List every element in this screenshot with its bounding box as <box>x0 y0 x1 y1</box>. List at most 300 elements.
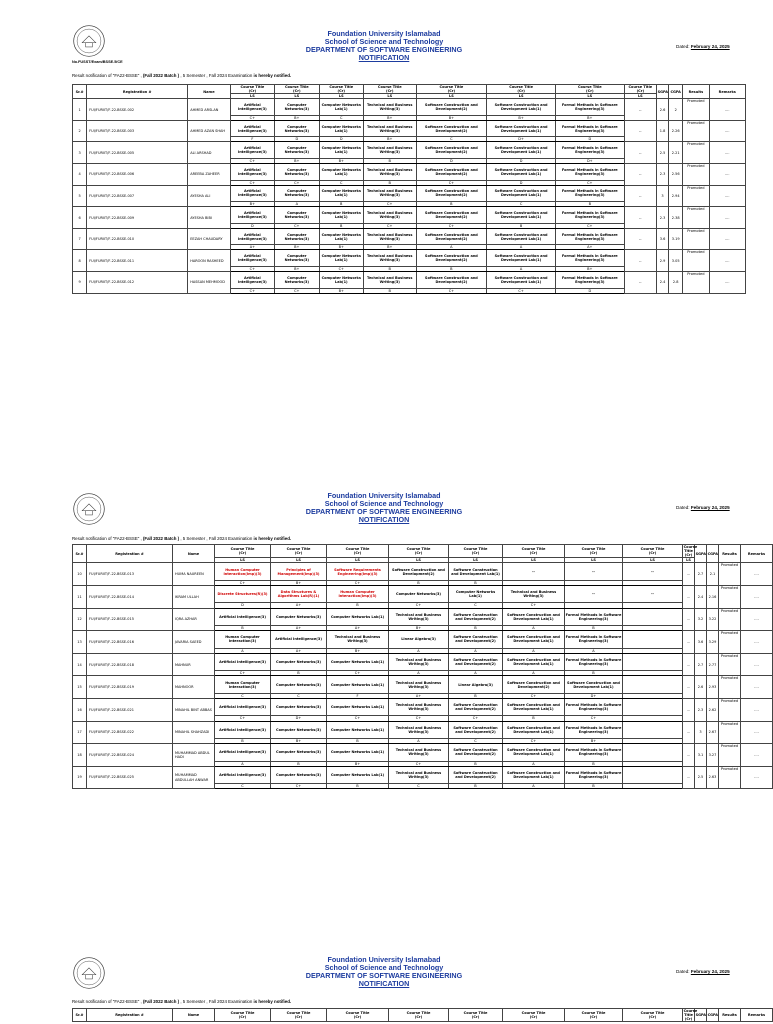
grade-cell: C <box>271 693 327 698</box>
remarks-value: .... <box>709 99 745 121</box>
sgpa-value: 2.6 <box>695 676 707 699</box>
course-cell: Technical and Business Writing(3) <box>389 744 449 762</box>
grade-cell: C+ <box>449 716 503 721</box>
grade-cell: B <box>327 603 389 608</box>
grade-cell: C+ <box>565 716 623 721</box>
grade-cell: B <box>449 784 503 789</box>
result-notice: Result notification of "FA22-BSSE" , (Fall 2022 Batch ) , 5 Semester , Fall 2024 Examination is hereby notified. <box>72 999 292 1004</box>
registration-number: FUI/FURIIT/F-22-BSSE-018 <box>87 653 173 676</box>
grade-cell: F <box>230 137 274 142</box>
grade-cell: B <box>363 288 416 293</box>
ls-cell: -- <box>683 766 695 789</box>
student-name: AYESHA ALI <box>188 185 230 207</box>
remarks-value: .... <box>741 698 773 721</box>
course-cell: Technical and Business Writing(3) <box>389 653 449 671</box>
student-name: AYESHA BIBI <box>188 207 230 229</box>
table-row <box>73 164 746 181</box>
course-cell: Computer Networks Lab(1) <box>449 585 503 603</box>
course-cell: Technical and Business Writing(3) <box>389 698 449 716</box>
course-cell: Software Construction and Development(2) <box>416 120 487 137</box>
grade-cell: C+ <box>230 158 274 163</box>
course-cell: Software Construction and Development(2) <box>449 766 503 784</box>
course-cell: Formal Methods in Software Engineering(3) <box>555 272 624 289</box>
remarks-value: .... <box>709 185 745 207</box>
dated-line: Dated: February 24, 2025 <box>676 969 730 974</box>
grade-cell: B <box>565 626 623 631</box>
grade-cell: C+ <box>363 202 416 207</box>
col-ls: LS <box>487 94 556 99</box>
sgpa-value: 2.7 <box>695 653 707 676</box>
course-cell: Software Construction and Development Lab(1) <box>503 721 565 739</box>
dated-value: February 24, 2025 <box>690 44 730 49</box>
table-row <box>73 676 773 694</box>
grade-cell: B+ <box>565 739 623 744</box>
sgpa-value: 3.6 <box>656 228 668 250</box>
course-cell: Formal Methods in Software Engineering(3) <box>555 207 624 224</box>
course-cell: Discrete Structures(R)(3) <box>215 585 271 603</box>
col-ls: LS <box>624 94 656 99</box>
registration-number: FUI/FURIIT/F-22-BSSE-005 <box>87 142 188 164</box>
course-cell: Technical and Business Writing(3) <box>363 185 416 202</box>
notification-page-2 <box>0 488 768 789</box>
col-ls: LS <box>503 558 565 563</box>
course-cell: Software Construction and Development(2) <box>449 721 503 739</box>
course-cell: Computer Networks(3) <box>271 698 327 716</box>
registration-number: FUI/FURIIT/F-22-BSSE-011 <box>87 250 188 272</box>
col-course-title: Course Title (Cr) <box>487 85 556 94</box>
grade-cell: A <box>503 784 565 789</box>
ls-cell: -- <box>624 185 656 207</box>
serial-number: 16 <box>73 698 87 721</box>
page-header: Foundation University Islamabad School of Science and Technology DEPARTMENT OF SOFTWARE ENGINEERING NOTIFICATION <box>305 955 463 988</box>
remarks-value: .... <box>741 721 773 744</box>
grade-cell: C <box>215 693 271 698</box>
course-cell: Computer Networks(3) <box>275 164 319 181</box>
grade-cell: C+ <box>389 716 449 721</box>
col-course-title: Course Title (Cr) <box>215 1009 271 1022</box>
course-cell: Computer Networks Lab(1) <box>319 185 363 202</box>
remarks-value: .... <box>709 142 745 164</box>
table-row <box>73 744 773 762</box>
grade-cell: C+ <box>230 180 274 185</box>
student-name: AREEBA ZAHEER <box>188 164 230 186</box>
table-row <box>73 142 746 159</box>
course-cell: Formal Methods in Software Engineering(3) <box>565 744 623 762</box>
ls-cell: -- <box>624 99 656 121</box>
grade-cell: B <box>449 761 503 766</box>
course-cell: Formal Methods in Software Engineering(3) <box>555 185 624 202</box>
grade-cell: B+ <box>487 115 556 120</box>
course-cell: Computer Networks Lab(1) <box>327 608 389 626</box>
grade-cell: C+ <box>215 580 271 585</box>
col-course-title: Course Title (Cr) <box>389 1009 449 1022</box>
notification-title: NOTIFICATION <box>358 53 410 62</box>
grade-cell: A <box>503 761 565 766</box>
grade-cell: B <box>363 266 416 271</box>
course-cell: Formal Methods in Software Engineering(3) <box>555 228 624 245</box>
course-cell: Linear Algebra(3) <box>389 631 449 649</box>
serial-number: 17 <box>73 721 87 744</box>
grade-cell: A <box>565 648 623 653</box>
col-course-title: Course Title (Cr) <box>271 1009 327 1022</box>
student-name: HASSAN MEHMOOD <box>188 272 230 294</box>
course-cell: Computer Networks(3) <box>271 653 327 671</box>
grade-cell: C+ <box>275 288 319 293</box>
course-cell: Software Construction and Development Lab(1) <box>503 744 565 762</box>
course-cell: Computer Networks(3) <box>275 185 319 202</box>
result-status: Promoted <box>683 228 709 250</box>
course-cell: Technical and Business Writing(3) <box>363 142 416 159</box>
cgpa-value: 2.38 <box>669 207 683 229</box>
sgpa-value: 2.6 <box>656 99 668 121</box>
table-row <box>73 250 746 267</box>
cgpa-value: 2.16 <box>707 585 719 608</box>
grade-cell: C <box>319 180 363 185</box>
course-cell: Artificial Intelligence(3) <box>230 185 274 202</box>
course-cell: Technical and Business Writing(3) <box>363 228 416 245</box>
serial-number: 13 <box>73 631 87 654</box>
course-cell: Software Construction and Development(2) <box>449 698 503 716</box>
course-cell: Software Construction and Development(2) <box>416 99 487 116</box>
grade-cell: B+ <box>275 158 319 163</box>
ls-cell: -- <box>683 563 695 586</box>
ls-cell: -- <box>683 721 695 744</box>
sgpa-value: 3 <box>656 185 668 207</box>
col-course-title: Course Title (Cr) <box>230 85 274 94</box>
ls-cell: -- <box>624 228 656 250</box>
course-cell: Software Construction and Development(2) <box>503 676 565 694</box>
course-cell: Formal Methods in Software Engineering(3) <box>555 142 624 159</box>
grade-cell: C <box>389 784 449 789</box>
col-course-title: Course Title (Cr) <box>416 85 487 94</box>
serial-number: 11 <box>73 585 87 608</box>
grade-cell: A <box>503 626 565 631</box>
ls-cell: -- <box>683 744 695 767</box>
result-status: Promoted <box>719 744 741 767</box>
sgpa-value: 3.1 <box>695 744 707 767</box>
result-status: Promoted <box>719 563 741 586</box>
course-cell: Computer Networks Lab(1) <box>319 207 363 224</box>
registration-number: FUI/FURIIT/F-22-BSSE-015 <box>87 608 173 631</box>
cgpa-value: 3.05 <box>669 250 683 272</box>
remarks-value: .... <box>741 766 773 789</box>
grade-cell: B+ <box>363 115 416 120</box>
cgpa-value: 2.56 <box>669 164 683 186</box>
grade-cell: B <box>416 266 487 271</box>
cgpa-value: 3.29 <box>707 631 719 654</box>
grade-cell: B+ <box>271 739 327 744</box>
course-cell: Human Computer Interaction(3) <box>215 676 271 694</box>
col-course-title: Course Title (Cr) <box>215 545 271 558</box>
ls-cell: -- <box>624 142 656 164</box>
grade-cell: B+ <box>555 115 624 120</box>
course-cell: Principles of Management(Imp)(3) <box>271 563 327 581</box>
grade-cell: C+ <box>271 784 327 789</box>
course-cell: Software Construction and Development Lab(1) <box>503 653 565 671</box>
registration-number: FUI/FURIIT/F-22-BSSE-025 <box>87 766 173 789</box>
serial-number: 10 <box>73 563 87 586</box>
result-status: Promoted <box>719 631 741 654</box>
grade-cell: B <box>449 626 503 631</box>
cgpa-value: 3.22 <box>707 608 719 631</box>
student-name: MAHNUR <box>173 653 215 676</box>
course-cell: Technical and Business Writing(3) <box>389 676 449 694</box>
remarks-value: .... <box>709 120 745 142</box>
course-cell: Computer Networks(3) <box>275 99 319 116</box>
course-cell: Software Construction and Development(2) <box>449 744 503 762</box>
table-row <box>73 585 773 603</box>
student-name: IKRAM ULLAH <box>173 585 215 608</box>
course-cell: Artificial Intelligence(3) <box>215 608 271 626</box>
col-course-title: Course Title (Cr) <box>449 1009 503 1022</box>
sgpa-value: 2.4 <box>695 585 707 608</box>
ls-cell: -- <box>624 272 656 294</box>
course-cell: Software Construction and Development(2) <box>416 185 487 202</box>
grade-cell: A <box>275 202 319 207</box>
grade-cell: A <box>215 761 271 766</box>
grade-cell: A <box>487 266 556 271</box>
sgpa-value: 1.8 <box>656 120 668 142</box>
course-cell: Computer Networks(3) <box>389 585 449 603</box>
grade-cell: B+ <box>555 266 624 271</box>
grade-cell: D+ <box>555 158 624 163</box>
course-cell: Formal Methods in Software Engineering(3) <box>555 164 624 181</box>
course-cell: Software Construction and Development Lab(1) <box>503 608 565 626</box>
grade-cell: B <box>565 761 623 766</box>
remarks-value: .... <box>741 608 773 631</box>
course-cell: Software Construction and Development Lab(1) <box>487 164 556 181</box>
grade-cell: B+ <box>363 245 416 250</box>
grade-cell: C+ <box>215 716 271 721</box>
col-course-title: Course Title (Cr) <box>503 545 565 558</box>
cgpa-value: 3.27 <box>707 744 719 767</box>
course-cell: -- <box>623 585 683 603</box>
course-cell: Human Computer Interaction(3) <box>215 631 271 649</box>
serial-number: 12 <box>73 608 87 631</box>
course-cell: -- <box>565 563 623 581</box>
student-name: HAROON RASHEED <box>188 250 230 272</box>
grade-cell: A+ <box>327 626 389 631</box>
result-notice: Result notification of "FA22-BSSE" , (Fall 2022 Batch ) , 5 Semester , Fall 2024 Examination is hereby notified. <box>72 536 292 541</box>
course-cell: Software Construction and Development Lab(1) <box>487 207 556 224</box>
course-cell: Computer Networks Lab(1) <box>327 698 389 716</box>
course-cell: Technical and Business Writing(3) <box>327 631 389 649</box>
col-course-title: Course Title (Cr) <box>623 545 683 558</box>
grade-cell: C <box>215 784 271 789</box>
course-cell: Formal Methods in Software Engineering(3) <box>565 698 623 716</box>
grade-cell: B+ <box>275 245 319 250</box>
sgpa-value: 2.9 <box>656 250 668 272</box>
col-course-title: Course Title (Cr) <box>327 545 389 558</box>
table-row <box>73 207 746 224</box>
grade-cell: C+ <box>275 180 319 185</box>
course-cell: Technical and Business Writing(3) <box>503 585 565 603</box>
course-cell: Computer Networks Lab(1) <box>327 653 389 671</box>
remarks-value: .... <box>709 250 745 272</box>
course-cell: Software Construction and Development Lab(1) <box>487 272 556 289</box>
ls-cell: -- <box>624 164 656 186</box>
table-row <box>73 608 773 626</box>
course-cell: Formal Methods in Software Engineering(3) <box>565 766 623 784</box>
grade-cell <box>623 784 683 789</box>
course-cell: Technical and Business Writing(3) <box>363 250 416 267</box>
grade-cell: C+ <box>416 223 487 228</box>
result-status: Promoted <box>719 698 741 721</box>
cgpa-value: 2.67 <box>707 721 719 744</box>
grade-cell: A <box>389 648 449 653</box>
course-cell: Software Construction and Development(2) <box>416 164 487 181</box>
col-ls: LS <box>327 558 389 563</box>
course-cell: Artificial Intelligence(3) <box>230 142 274 159</box>
course-cell: Formal Methods in Software Engineering(3) <box>555 120 624 137</box>
registration-number: FUI/FURIIT/F-22-BSSE-006 <box>87 164 188 186</box>
sgpa-value: 2.7 <box>695 563 707 586</box>
table-row <box>73 631 773 649</box>
col-sgpa: SGPA <box>656 85 668 99</box>
course-cell: Computer Networks Lab(1) <box>319 142 363 159</box>
col-course-title: Course Title (Cr) <box>327 1009 389 1022</box>
sgpa-value: 2.5 <box>695 766 707 789</box>
cgpa-value: 2.77 <box>707 653 719 676</box>
grade-cell: D <box>487 158 556 163</box>
remarks-value: .... <box>741 631 773 654</box>
col-ls: LS <box>416 94 487 99</box>
page-header <box>0 30 768 62</box>
ls-cell: -- <box>683 676 695 699</box>
sgpa-value: 2.4 <box>656 272 668 294</box>
registration-number: FUI/FURIIT/F-22-BSSE-019 <box>87 676 173 699</box>
col-course-title: Course Title (Cr) <box>389 545 449 558</box>
course-cell <box>623 721 683 739</box>
grade-cell: B <box>565 784 623 789</box>
result-status: Promoted <box>719 721 741 744</box>
course-cell: Software Construction and Development Lab(1) <box>487 185 556 202</box>
course-cell: Software Construction and Development(2) <box>416 272 487 289</box>
col-course-title: Course Title (Cr) <box>449 545 503 558</box>
reference-number: No.FUSST/Exam/BSSE.5/CE <box>72 60 123 64</box>
cgpa-value: 2.94 <box>669 185 683 207</box>
course-cell: Computer Networks(3) <box>271 744 327 762</box>
grade-cell: B+ <box>319 158 363 163</box>
serial-number: 6 <box>73 207 87 229</box>
course-cell: Human Computer Interaction(Imp)(3) <box>327 585 389 603</box>
grade-cell: C+ <box>215 671 271 676</box>
course-cell: Computer Networks Lab(1) <box>319 99 363 116</box>
course-cell: Software Construction and Development Lab(1) <box>503 766 565 784</box>
course-cell: Formal Methods in Software Engineering(3) <box>555 250 624 267</box>
table-row <box>73 99 746 116</box>
grade-cell: B+ <box>271 580 327 585</box>
col-name: Name <box>188 85 230 99</box>
course-cell: Technical and Business Writing(3) <box>363 120 416 137</box>
course-cell: Formal Methods in Software Engineering(3) <box>565 631 623 649</box>
cgpa-value: 3.19 <box>669 228 683 250</box>
result-status: Promoted <box>719 676 741 699</box>
grade-cell: A <box>416 245 487 250</box>
remarks-value: .... <box>741 585 773 608</box>
col-ls: LS <box>275 94 319 99</box>
course-cell: Artificial Intelligence(3) <box>230 228 274 245</box>
grade-cell: A+ <box>271 603 327 608</box>
course-cell: Artificial Intelligence(3) <box>215 653 271 671</box>
col-ls: LS <box>271 558 327 563</box>
serial-number: 15 <box>73 676 87 699</box>
notification-page-3 <box>0 950 768 1024</box>
course-cell: Technical and Business Writing(3) <box>389 608 449 626</box>
sgpa-value: 3 <box>695 721 707 744</box>
grade-cell: A <box>449 648 503 653</box>
col-ls: LS <box>555 94 624 99</box>
sgpa-value: 2.3 <box>656 164 668 186</box>
grade-cell: B+ <box>275 115 319 120</box>
serial-number: 18 <box>73 744 87 767</box>
course-cell: Computer Networks Lab(1) <box>327 766 389 784</box>
course-cell: Software Construction and Development Lab(1) <box>565 676 623 694</box>
grade-cell: A <box>215 648 271 653</box>
result-status: Promoted <box>719 653 741 676</box>
table-row <box>73 120 746 137</box>
registration-number: FUI/FURIIT/F-22-BSSE-014 <box>87 585 173 608</box>
course-cell: Computer Networks Lab(1) <box>327 744 389 762</box>
grade-cell: A+ <box>230 245 274 250</box>
student-name: JAVARIA SAEED <box>173 631 215 654</box>
course-cell: Computer Networks(3) <box>271 721 327 739</box>
col-course-title: Course Title (Cr) <box>565 1009 623 1022</box>
serial-number: 5 <box>73 185 87 207</box>
col-reg: Registration # <box>87 85 188 99</box>
serial-number: 1 <box>73 99 87 121</box>
result-notice: Result notification of "FA22-BSSE" , (Fall 2022 Batch ) , 5 Semester , Fall 2024 Examination is hereby notified. <box>72 73 292 78</box>
grade-cell: B <box>271 671 327 676</box>
grade-cell: B <box>215 739 271 744</box>
col-course-title: Course Title (Cr) <box>624 85 656 94</box>
remarks-value: .... <box>709 272 745 294</box>
grade-cell: D <box>215 603 271 608</box>
course-cell: Software Construction and Development(2) <box>449 653 503 671</box>
serial-number: 4 <box>73 164 87 186</box>
course-cell: Computer Networks(3) <box>275 250 319 267</box>
results-table-1 <box>72 84 746 294</box>
course-cell: Software Requirements Engineering(Imp)(3) <box>327 563 389 581</box>
course-cell: Software Construction and Development(2) <box>416 142 487 159</box>
grade-cell: B+ <box>363 137 416 142</box>
course-cell: Artificial Intelligence(3) <box>230 207 274 224</box>
grade-cell: B <box>319 223 363 228</box>
result-status: Promoted <box>683 272 709 294</box>
col-course-title: Course Title (Cr) <box>683 545 698 558</box>
col-sr: Sr.# <box>73 85 87 99</box>
grade-cell: D <box>230 223 274 228</box>
student-name: EEZAH CHAUDARY <box>188 228 230 250</box>
results-table-2: Sr.# Registration # Name Course Title (Cr) Course Title (Cr) Course Title (Cr) Course Title (Cr) Course Title (Cr) Course Title (Cr) Course Title (Cr) Course Title (Cr) Course Title (Cr) SGPA CGPA Results Remarks LS LS LS LS LS LS LS LS LS 10 FUI/FURIIT/F-22-BSSE-013 HUMA NAUREEN Human Computer Interaction(Imp)(3) Principles of Management(Imp)(3) Software Requirements Engineering(Imp)(3) Software Construction and Development(2) Software Construction and Development Lab(1) -- -- -- -- 2.7 2.1 Promoted .... C+ B+ C+ B B 11 FUI/FURIIT/F-22-BSSE-014 IKRAM ULLAH Discrete Structures(R)(3) Data Structures & Algorithms Lab(R)(1) Human Computer Interaction(Imp)(3) Computer Networks(3) Computer Networks Lab(1) Technical and Business Writing(3) -- -- -- 2.4 2.16 Promoted .... D A+ B C+ C C+ 12 FUI/FURIIT/F-22-BSSE-015 IQRA AZHAR Artificial Intelligence(3) Computer Networks(3) Computer Networks Lab(1) Technical and Business Writing(3) Software Construction and Development(2) Software Construction and Development Lab(1) Formal Methods in Software Engineering(3) -- 3.2 3.22 Promoted .... B A+ A+ B+ B A B 13 FUI/FURIIT/F-22-BSSE-016 JAVARIA SAEED Human Computer Interaction(3) Artificial Intelligence(3) Technical and Business Writing(3) Linear Algebra(3) Software Construction and Development(2) Software Construction and Development Lab(1) Formal Methods in Software Engineering(3) -- 3.6 3.29 Promoted .... A A+ B+ A A A A 14 FUI/FURIIT/F-22-BSSE-018 MAHNUR Artificial Intelligence(3) Computer Networks(3) Computer Networks Lab(1) Technical and Business Writing(3) Software Construction and Development(2) Software Construction and Development Lab(1) Formal Methods in Software Engineering(3) -- 2.7 2.77 Promoted .... C+ B C+ A A A B 15 FUI/FURIIT/F-22-BSSE-019 MAHNOOR Human Computer Interaction(3) Computer Networks(3) Computer Networks Lab(1) Technical and Business Writing(3) Linear Algebra(3) Software Construction and Development(2) Software Construction and Development Lab(1) -- 2.6 2.93 Promoted .... C C F A+ B C+ D+ 16 FUI/FURIIT/F-22-BSSE-021 MINAHIL BINT ABBAS Artificial Intelligence(3) Computer Networks(3) Computer Networks Lab(1) Technical and Business Writing(3) Software Construction and Development(2) Software Construction and Development Lab(1) Formal Methods in Software Engineering(3) -- 2.3 2.62 Promoted .... C+ D+ C+ C+ C+ B C+ 17 FUI/FURIIT/F-22-BSSE-022 MINAHIL SHAHZADI Artificial Intelligence(3) Computer Networks(3) Computer Networks Lab(1) Technical and Business Writing(3) Software Construction and Development(2) Software Construction and Development Lab(1) Formal Methods in Software Engineering(3) -- 3 2.67 Promoted .... B B+ B A C C+ B+ 18 FUI/FURIIT/F-22-BSSE-024 MUHAMMAD ABDUL HADI Artificial Intelligence(3) Computer Networks(3) Computer Networks Lab(1) Technical and Business Writing(3) Software Construction and Development(2) Software Construction and Development Lab(1) Formal Methods in Software Engineering(3) -- 3.1 3.27 Promoted .... A B B+ C+ B A B 19 FUI/FURIIT/F-22-BSSE-025 MUHAMMAD ABDULLAH ANWAR Artificial Intelligence(3) Computer Networks(3) Computer Networks Lab(1) Technical and Business Writing(3) Software Construction and Development(2) Software Construction and Development Lab(1) Formal Methods in Software Engineering(3) -- 2.5 2.63 Promoted .... C C+ B C B A B <box>72 544 773 789</box>
course-cell: Computer Networks(3) <box>275 228 319 245</box>
grade-cell: C+ <box>555 223 624 228</box>
cgpa-value: 2.62 <box>707 698 719 721</box>
col-cgpa: CGPA <box>669 85 683 99</box>
course-cell: Software Construction and Development(2) <box>389 563 449 581</box>
cgpa-value: 2.21 <box>669 142 683 164</box>
serial-number: 14 <box>73 653 87 676</box>
col-course-title: Course Title (Cr) <box>623 1009 683 1022</box>
course-cell: Computer Networks(3) <box>271 766 327 784</box>
grade-cell: A <box>503 648 565 653</box>
course-cell: Artificial Intelligence(3) <box>230 164 274 181</box>
course-cell: Computer Networks Lab(1) <box>319 250 363 267</box>
grade-cell: B <box>449 580 503 585</box>
remarks-value: .... <box>741 676 773 699</box>
remarks-value: .... <box>709 164 745 186</box>
student-name: AHMED AZAN SHAH <box>188 120 230 142</box>
